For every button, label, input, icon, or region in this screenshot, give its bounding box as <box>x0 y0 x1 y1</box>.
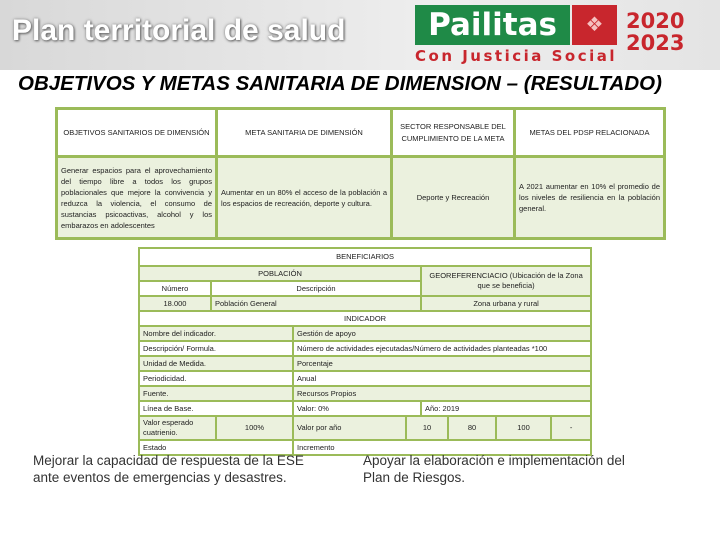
logo-emblem-icon: ❖ <box>572 5 617 45</box>
page-title: Plan territorial de salud <box>12 14 346 47</box>
per-year-value: - <box>551 416 591 440</box>
section-subtitle: OBJETIVOS Y METAS SANITARIA DE DIMENSION – (RESULTADO) <box>18 72 662 95</box>
logo-slogan: Con Justicia Social <box>415 47 617 65</box>
expected-value: 100% <box>216 416 293 440</box>
sector-cell: Deporte y Recreación <box>392 157 515 239</box>
status-label: Estado <box>139 440 293 455</box>
year-start: 2020 <box>626 9 685 33</box>
zone: Zona urbana y rural <box>421 296 591 311</box>
year-end: 2023 <box>626 31 685 55</box>
indicator-label: Nombre del indicador. <box>139 326 293 341</box>
header-cell: METAS DEL PDSP RELACIONADA <box>515 109 665 157</box>
baseline-year: Año: 2019 <box>421 401 591 416</box>
table-row <box>57 157 665 239</box>
number-label: Número <box>139 281 211 296</box>
indicator-value: Anual <box>293 371 591 386</box>
per-year-value: 100 <box>496 416 551 440</box>
objectives-table <box>55 107 666 240</box>
per-year-value: 80 <box>448 416 496 440</box>
per-year-value: 10 <box>406 416 448 440</box>
note-left: Mejorar la capacidad de respuesta de la ESE ante eventos de emergencias y desastres. <box>33 453 304 485</box>
per-year-label: Valor por año <box>293 416 406 440</box>
header-cell: OBJETIVOS SANITARIOS DE DIMENSIÓN <box>57 109 217 157</box>
population-number: 18.000 <box>139 296 211 311</box>
population-header: POBLACIÓN <box>139 266 421 281</box>
pdsp-goal-cell: A 2021 aumentar en 10% el promedio de los niveles de resiliencia en la población general. <box>515 157 665 239</box>
indicator-value: Porcentaje <box>293 356 591 371</box>
indicator-value: Recursos Propios <box>293 386 591 401</box>
indicator-title: INDICADOR <box>139 311 591 326</box>
baseline-value: Valor: 0% <box>293 401 421 416</box>
indicator-label: Unidad de Medida. <box>139 356 293 371</box>
beneficiaries-indicator-table <box>138 247 592 456</box>
header-cell: SECTOR RESPONSABLE DEL CUMPLIMIENTO DE LA META <box>392 109 515 157</box>
indicator-label: Periodicidad. <box>139 371 293 386</box>
baseline-label: Línea de Base. <box>139 401 293 416</box>
header-banner <box>0 0 720 70</box>
indicator-value: Gestión de apoyo <box>293 326 591 341</box>
note-right: Apoyar la elaboración e implementación del Plan de Riesgos. <box>363 453 625 485</box>
objective-cell: Generar espacios para el aprovechamiento del tiempo libre a todos los grupos poblacionales que mejore la convivencia y reduzca la violencia, el consumo de sustancias psicoactivas, alcohol y los embarazos en adolescentes <box>57 157 217 239</box>
logo-years <box>626 10 684 54</box>
status-value: Incremento <box>293 440 591 455</box>
georef-header: GEOREFERENCIACIO (Ubicación de la Zona que se beneficia) <box>421 266 591 296</box>
logo-name: Pailitas <box>415 5 570 45</box>
indicator-label: Fuente. <box>139 386 293 401</box>
header-cell: META SANITARIA DE DIMENSIÓN <box>217 109 392 157</box>
table-header-row <box>57 109 665 157</box>
beneficiaries-title: BENEFICIARIOS <box>139 248 591 266</box>
indicator-label: Descripción/ Formula. <box>139 341 293 356</box>
indicator-value: Número de actividades ejecutadas/Número de actividades planteadas *100 <box>293 341 591 356</box>
population-description: Población General <box>211 296 421 311</box>
goal-cell: Aumentar en un 80% el acceso de la población a los espacios de recreación, deporte y cultura. <box>217 157 392 239</box>
description-label: Descripción <box>211 281 421 296</box>
expected-label: Valor esperado cuatrienio. <box>139 416 216 440</box>
